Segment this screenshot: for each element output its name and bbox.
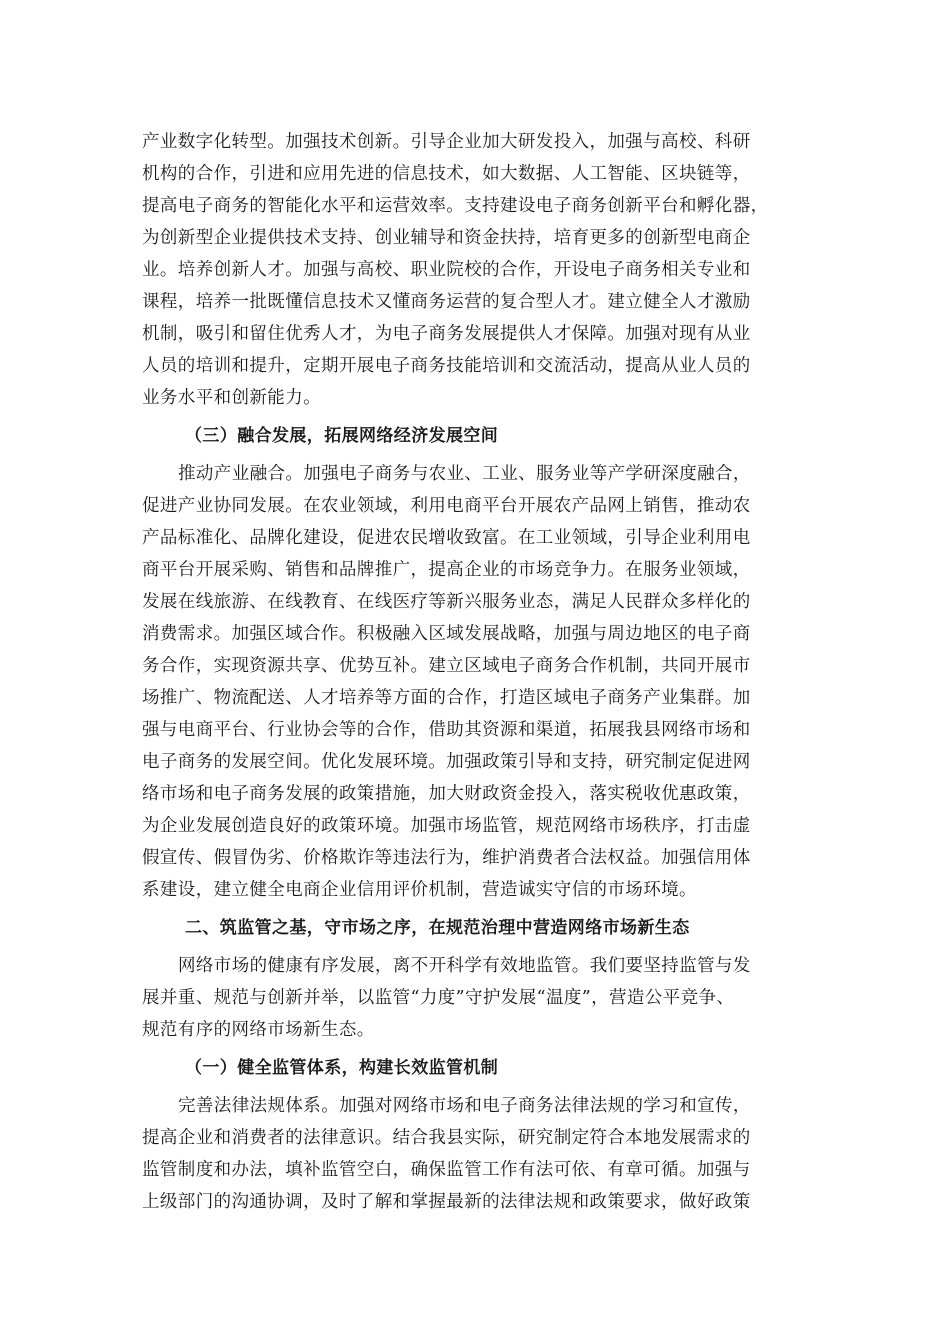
text-line: 发展在线旅游、在线教育、在线医疗等新兴服务业态，满足人民群众多样化的: [142, 592, 751, 612]
text-line: 产品标准化、品牌化建设，促进农民增收致富。在工业领域，引导企业利用电: [142, 528, 751, 548]
text-line: 规范有序的网络市场新生态。: [142, 1020, 375, 1040]
text-line: 机构的合作，引进和应用先进的信息技术，如大数据、人工智能、区块链等，: [142, 164, 751, 184]
text-line: 络市场和电子商务发展的政策措施，加大财政资金投入，落实税收优惠政策，: [142, 784, 751, 804]
text-line: 消费需求。加强区域合作。积极融入区域发展战略，加强与周边地区的电子商: [142, 624, 751, 644]
text-line: 展并重、规范与创新并举，以监管“力度”守护发展“温度”，营造公平竞争、: [142, 988, 735, 1008]
text-line: 业务水平和创新能力。: [142, 388, 321, 408]
text-line: 为企业发展创造良好的政策环境。加强市场监管，规范网络市场秩序，打击虚: [142, 816, 751, 836]
section-heading: 二、筑监管之基，守市场之序，在规范治理中营造网络市场新生态: [185, 918, 690, 938]
text-line: 完善法律法规体系。加强对网络市场和电子商务法律法规的学习和宣传，: [178, 1096, 751, 1116]
text-line: 促进产业协同发展。在农业领域，利用电商平台开展农产品网上销售，推动农: [142, 496, 751, 516]
text-line: 业。培养创新人才。加强与高校、职业院校的合作，开设电子商务相关专业和: [142, 260, 751, 280]
text-line: 假宣传、假冒伪劣、价格欺诈等违法行为，维护消费者合法权益。加强信用体: [142, 848, 751, 868]
text-line: 推动产业融合。加强电子商务与农业、工业、服务业等产学研深度融合，: [178, 464, 751, 484]
text-line: 提高电子商务的智能化水平和运营效率。支持建设电子商务创新平台和孵化器，: [142, 196, 769, 216]
text-line: 产业数字化转型。加强技术创新。引导企业加大研发投入，加强与高校、科研: [142, 132, 751, 152]
text-line: 人员的培训和提升，定期开展电子商务技能培训和交流活动，提高从业人员的: [142, 356, 751, 376]
section-heading: （三）融合发展，拓展网络经济发展空间: [185, 426, 499, 446]
text-line: 上级部门的沟通协调，及时了解和掌握最新的法律法规和政策要求，做好政策: [142, 1192, 751, 1212]
text-line: 提高企业和消费者的法律意识。结合我县实际，研究制定符合本地发展需求的: [142, 1128, 751, 1148]
text-line: 网络市场的健康有序发展，离不开科学有效地监管。我们要坚持监管与发: [178, 956, 751, 976]
section-heading: （一）健全监管体系，构建长效监管机制: [185, 1058, 499, 1078]
text-line: 电子商务的发展空间。优化发展环境。加强政策引导和支持，研究制定促进网: [142, 752, 751, 772]
text-line: 场推广、物流配送、人才培养等方面的合作，打造区域电子商务产业集群。加: [142, 688, 751, 708]
text-line: 强与电商平台、行业协会等的合作，借助其资源和渠道，拓展我县网络市场和: [142, 720, 751, 740]
text-line: 课程，培养一批既懂信息技术又懂商务运营的复合型人才。建立健全人才激励: [142, 292, 751, 312]
text-line: 务合作，实现资源共享、优势互补。建立区域电子商务合作机制，共同开展市: [142, 656, 751, 676]
text-line: 为创新型企业提供技术支持、创业辅导和资金扶持，培育更多的创新型电商企: [142, 228, 751, 248]
text-line: 监管制度和办法，填补监管空白，确保监管工作有法可依、有章可循。加强与: [142, 1160, 751, 1180]
text-line: 机制，吸引和留住优秀人才，为电子商务发展提供人才保障。加强对现有从业: [142, 324, 751, 344]
text-line: 商平台开展采购、销售和品牌推广，提高企业的市场竞争力。在服务业领域，: [142, 560, 751, 580]
text-line: 系建设，建立健全电商企业信用评价机制，营造诚实守信的市场环境。: [142, 880, 697, 900]
